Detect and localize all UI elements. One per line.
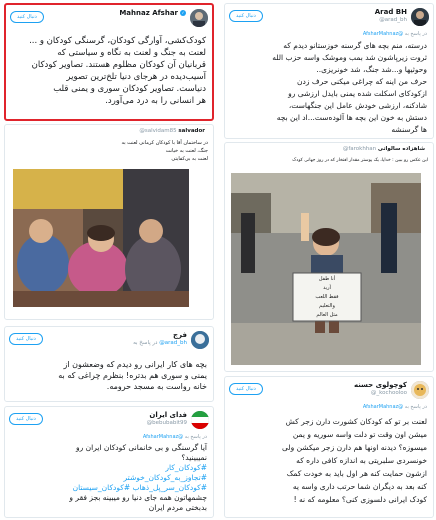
user-handle[interactable]: [343, 146, 425, 152]
reply-prefix: در پاسخ به: [184, 434, 207, 440]
tweet-text: [225, 38, 433, 138]
reply-mention[interactable]: @AfsharMahnaz: [362, 31, 404, 37]
user-handle-text: @arad_bh: [159, 340, 187, 346]
tweet-header: [225, 4, 433, 30]
tweet-line: میسوزه؟ دیدنه اونها هم دارن زجر میکشن ولی: [282, 443, 427, 452]
tweet-photo[interactable]: [231, 173, 421, 365]
tweet-photo[interactable]: [13, 169, 189, 307]
tweet-line: دستش به خون این بچه ها آلوده‌ست...اد این بچه: [276, 113, 427, 122]
user-name[interactable]: Arad BH: [374, 8, 407, 16]
tweet-line: آیا گرسنگی و بی خانمانی کودکان ایران رو: [75, 443, 207, 452]
sign-line: أنا طفل: [318, 276, 336, 282]
tweet-header: [5, 407, 213, 433]
tweet-line: قربانیان آن کودکان مظلوم هستند. تصاویر کودکان: [31, 60, 206, 70]
tweet-line: یمنی و سوری هم بدتره! بنظرم چراغی که به: [58, 371, 207, 380]
sign-line: أريد: [323, 285, 331, 291]
tweet-text: [6, 31, 212, 109]
tweet-line: بدبختی مردم ایران: [148, 503, 207, 512]
sign-line: والتعليم: [319, 303, 335, 309]
user-name[interactable]: فرج: [173, 331, 187, 339]
follow-button[interactable]: دنبال کنید: [10, 11, 44, 23]
tweet-line: ها گرسنشه: [391, 125, 427, 134]
tweet-line: کنه بعد به دیگران شما حرتب داری واسه یه: [292, 482, 427, 491]
tweet-text: [5, 441, 213, 515]
reply-mention[interactable]: @AfsharMahnaz: [362, 404, 404, 410]
reply-to: [5, 433, 213, 441]
tweet-line: لعنت به بی‌کفایتی: [171, 156, 208, 162]
tweet-line: بچه های کار ایرانی رو دیدم که وضعشون از: [63, 360, 207, 369]
quote-text: این عکس رو ببین : خداپا، یک پوستر مقدار افتخار که در روز جهانی کودک: [292, 158, 428, 163]
reply-to: [225, 30, 433, 38]
reply-mention[interactable]: @AfsharMahnaz: [142, 434, 184, 440]
tweet-line: هر انسانی را به درد می‌آورد.: [105, 96, 206, 106]
tweet-mahnaz: [4, 3, 214, 121]
tweet-line: کودک‌کشی، آوارگی کودکان، گرسنگی کودکان و ...: [29, 36, 206, 46]
user-handle: @_kochooloo: [370, 390, 407, 396]
user-handle[interactable]: [139, 128, 205, 134]
tweet-text: [5, 353, 213, 394]
verified-icon: ✓: [181, 10, 185, 15]
tweet-shahzadeh: [224, 142, 434, 372]
avatar[interactable]: [190, 9, 208, 27]
avatar[interactable]: [411, 381, 429, 399]
tweet-line: شادکنه، ارزشی خودش عامل این جنگهاست،: [288, 101, 427, 110]
user-handle: [133, 340, 187, 346]
tweet-line: خونسردی سلبریتی به اندازه کافی داره که: [296, 456, 427, 465]
tweet-line: ازکودکای اسکلت شده یمنی بایدل ارزشی رو: [288, 89, 427, 98]
user-name-text: Mahnaz Afshar: [119, 9, 178, 17]
reply-prefix: در پاسخ به: [133, 340, 158, 346]
user-name[interactable]: فدای ایران: [149, 411, 187, 419]
tweet-header: [225, 143, 433, 157]
reply-prefix: در پاسخ به: [404, 31, 427, 37]
tweet-header: [5, 125, 213, 139]
tweet-arad: [224, 3, 434, 139]
tweet-line: کودک ایرانی دلسوزی کنی؟ معلومه که نه !: [293, 495, 427, 504]
tweet-salvador: [4, 124, 214, 320]
tweet-line: ازشون حمایت کنه هر اول باید به خودت کمک: [286, 469, 427, 478]
tweet-line: میشن اون وقت تو دلت واسه سوریه و یمن: [292, 430, 427, 439]
tweet-line: خانه رواست به مسجد حرومه.: [106, 382, 207, 391]
tweet-header: [225, 377, 433, 403]
hashtag[interactable]: #کودکان_سر_پل_ذهاب #کودکان_سیستان: [72, 483, 207, 492]
user-name: شاهزاده سالواتی: [377, 146, 425, 152]
user-name: salvador: [178, 128, 205, 134]
tweet-koochooloo: [224, 376, 434, 518]
reply-prefix: در پاسخ به: [404, 404, 427, 410]
follow-button[interactable]: دنبال کنید: [229, 383, 263, 395]
tweet-line: چشمهاتون همه جای دنیا رو میبینه بجز فقر و: [69, 493, 207, 502]
user-name[interactable]: کوچولوی حسنه: [353, 381, 407, 389]
tweet-text: [5, 139, 213, 163]
user-name[interactable]: [119, 9, 186, 17]
reply-to: [225, 403, 433, 411]
tweet-header: [5, 327, 213, 353]
tweet-line: لعنت به جنگ و لعنت به نگاه و سیاستی که: [57, 48, 206, 58]
tweet-header: [6, 5, 212, 31]
tweet-line: لعنت بر تو که کودکان کشورت دارن زجر کش: [285, 417, 427, 426]
tweet-line: درسته، منم بچه های گرسنه خوزستانو دیدم که: [283, 41, 427, 50]
tweet-line: آسیب‌دیده در هرجای دنیا تلخ‌ترین تصویر: [66, 72, 206, 82]
sign-line: فقط اللعب: [315, 294, 339, 300]
hashtag[interactable]: #تجاوز_به_کودکان_خوشتر: [123, 473, 207, 482]
tweet-faraj: [4, 326, 214, 402]
tweet-line: دنیاست. تصاویر کودکان سوری و یمنی قلب: [53, 84, 206, 94]
hashtag[interactable]: #کودکان_کار: [165, 463, 207, 472]
tweet-line: جنگ، لعنت به خیانت: [165, 148, 208, 154]
follow-button[interactable]: دنبال کنید: [9, 413, 43, 425]
tweet-text: [225, 411, 433, 508]
child-sign-text: [293, 275, 361, 320]
tweet-line: ثروت زیرپاشون شد بمب وموشک واسه حزب الله: [272, 53, 427, 62]
user-handle: @arad_bh: [379, 17, 407, 23]
avatar[interactable]: [191, 411, 209, 429]
tweet-line: در ساختمان آقا با کودکان کرمانی لعنت به: [121, 140, 208, 146]
tweet-fadaei: [4, 406, 214, 518]
tweet-line: وحوثیها و...شد جنگ، شد خونریزی..: [316, 65, 427, 74]
user-handle: @bebubabit99: [146, 420, 187, 426]
user-handle-text: @salvidam85: [139, 128, 177, 134]
avatar[interactable]: [191, 331, 209, 349]
tweet-line: نمیبینید؟: [181, 453, 207, 462]
follow-button[interactable]: دنبال کنید: [9, 333, 43, 345]
user-handle-text: @farokhhan: [342, 146, 377, 152]
sign-line: مثل العالم: [316, 312, 338, 318]
follow-button[interactable]: دنبال کنید: [229, 10, 263, 22]
avatar[interactable]: [411, 8, 429, 26]
tweet-line: حرف من اینه که چراغی میکنی حرف زدن: [297, 77, 427, 86]
